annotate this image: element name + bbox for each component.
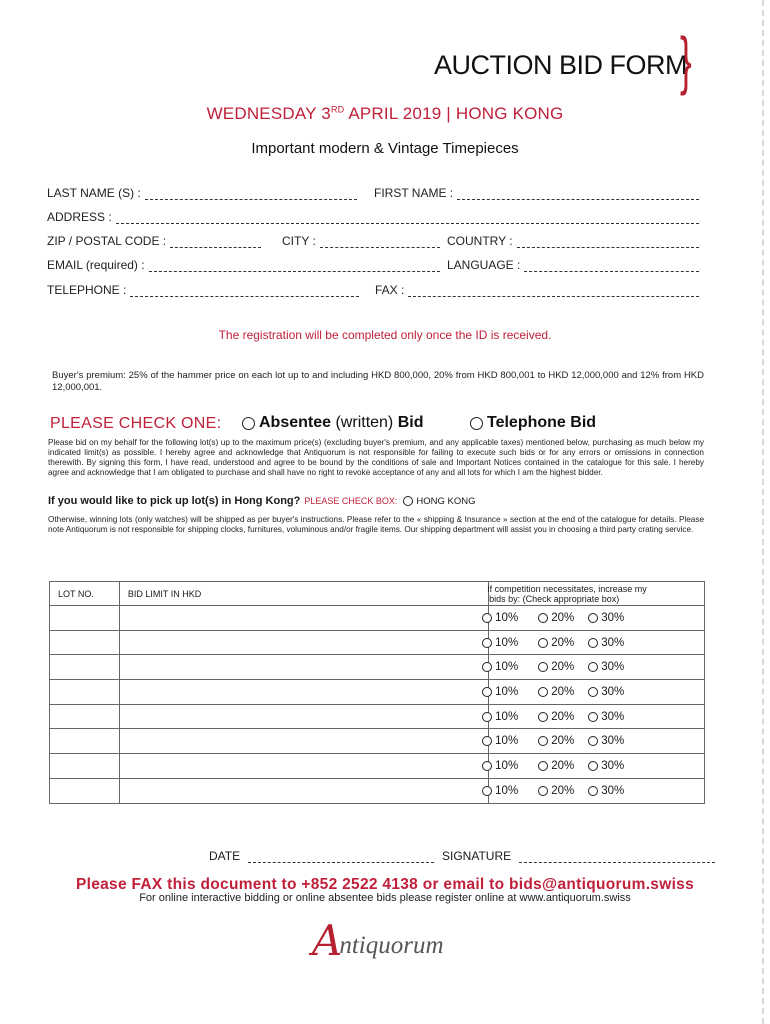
increase-option-30pct[interactable]: 30%	[588, 612, 624, 624]
bid-limit-cell[interactable]	[119, 704, 488, 729]
increase-option-20pct[interactable]: 20%	[538, 711, 574, 723]
absentee-radio[interactable]	[242, 417, 255, 430]
increase-radio[interactable]	[538, 712, 548, 722]
bid-row	[50, 704, 705, 729]
country-label: COUNTRY :	[447, 234, 513, 248]
lot-no-cell[interactable]	[50, 606, 120, 631]
address-label: ADDRESS :	[47, 210, 112, 224]
first-name-label: FIRST NAME :	[374, 186, 454, 200]
increase-options-cell	[489, 606, 705, 631]
bid-row	[50, 655, 705, 680]
increase-radio[interactable]	[588, 662, 598, 672]
fax-email-instruction: Please FAX this document to +852 2522 4138 or email to bids@antiquorum.swiss	[75, 876, 695, 893]
lot-no-cell[interactable]	[50, 729, 120, 754]
antiquorum-logo: A ntiquorum	[312, 916, 444, 965]
address-field[interactable]	[47, 208, 699, 224]
bid-row	[50, 778, 705, 803]
increase-radio[interactable]	[588, 638, 598, 648]
increase-option-10pct[interactable]: 10%	[482, 612, 518, 624]
increase-radio[interactable]	[482, 736, 492, 746]
language-label: LANGUAGE :	[447, 258, 521, 272]
increase-radio[interactable]	[482, 761, 492, 771]
bid-limit-cell[interactable]	[119, 729, 488, 754]
shipping-paragraph: Otherwise, winning lots (only watches) will be shipped as per buyer's instructions. Please refer to the « shipping & Insurance » section at the end of the catalogue for details. Please note Antiquorum is not responsible for shipping clocks, furnitures, voluminous and/or fragile items. Our shipping department will assist you in choosing a third party crating service.	[48, 515, 704, 534]
zip-field[interactable]	[47, 232, 261, 248]
increase-radio[interactable]	[588, 786, 598, 796]
check-box-label: PLEASE CHECK BOX:	[304, 496, 398, 506]
bid-limit-cell[interactable]	[119, 754, 488, 779]
increase-option-10pct[interactable]: 10%	[482, 686, 518, 698]
increase-option-20pct[interactable]: 20%	[538, 735, 574, 747]
email-field[interactable]	[47, 256, 440, 272]
increase-options-cell	[489, 754, 705, 779]
increase-option-10pct[interactable]: 10%	[482, 637, 518, 649]
increase-radio[interactable]	[538, 786, 548, 796]
form-title: AUCTION BID FORM	[434, 50, 687, 80]
bid-row	[50, 729, 705, 754]
lot-no-header: LOT NO.	[50, 582, 120, 606]
buyers-premium-text: Buyer's premium: 25% of the hammer price on each lot up to and including HKD 800,000, 20% from HKD 800,001 to HKD 12,000,000 and 12% from HKD 12,000,001.	[52, 370, 704, 393]
registration-note: The registration will be completed only once the ID is received.	[218, 328, 552, 342]
fax-field[interactable]	[375, 281, 699, 297]
increase-header: If competition necessitates, increase my bids by: (Check appropriate box)	[489, 582, 705, 606]
increase-options-cell	[489, 729, 705, 754]
increase-option-20pct[interactable]: 20%	[538, 661, 574, 673]
increase-option-10pct[interactable]: 10%	[482, 735, 518, 747]
first-name-field[interactable]	[374, 184, 699, 200]
telephone-radio[interactable]	[470, 417, 483, 430]
increase-radio[interactable]	[538, 736, 548, 746]
increase-option-20pct[interactable]: 20%	[538, 637, 574, 649]
bid-limit-cell[interactable]	[119, 680, 488, 705]
date-label: DATE	[209, 849, 241, 863]
increase-option-30pct[interactable]: 30%	[588, 637, 624, 649]
increase-option-20pct[interactable]: 20%	[538, 785, 574, 797]
fax-label: FAX :	[375, 283, 405, 297]
increase-radio[interactable]	[538, 613, 548, 623]
telephone-label: TELEPHONE :	[47, 283, 127, 297]
lot-no-cell[interactable]	[50, 655, 120, 680]
sale-date: WEDNESDAY 3RD APRIL 2019 | HONG KONG	[206, 104, 564, 123]
city-field[interactable]	[282, 232, 440, 248]
telephone-field[interactable]	[47, 281, 359, 297]
bid-limit-cell[interactable]	[119, 778, 488, 803]
increase-radio[interactable]	[538, 662, 548, 672]
country-field[interactable]	[447, 232, 699, 248]
bid-limit-cell[interactable]	[119, 655, 488, 680]
telephone-bid-option[interactable]: Telephone Bid	[470, 414, 596, 432]
increase-option-20pct[interactable]: 20%	[538, 686, 574, 698]
increase-option-30pct[interactable]: 30%	[588, 711, 624, 723]
increase-options-cell	[489, 778, 705, 803]
signature-label: SIGNATURE	[442, 849, 512, 863]
increase-radio[interactable]	[588, 613, 598, 623]
increase-option-30pct[interactable]: 30%	[588, 661, 624, 673]
increase-radio[interactable]	[588, 687, 598, 697]
check-one-label: PLEASE CHECK ONE:	[50, 415, 222, 432]
title-brace-decoration: }	[680, 24, 692, 96]
increase-radio[interactable]	[538, 687, 548, 697]
increase-option-30pct[interactable]: 30%	[588, 760, 624, 772]
bid-row	[50, 606, 705, 631]
bid-row	[50, 754, 705, 779]
bid-terms-paragraph: Please bid on my behalf for the following lot(s) up to the maximum price(s) (excluding buyer's premium, and any applicable taxes) mentioned below, purchasing as much below my indicated limit(s) as possible. I hereby agree and acknowledge that Antiquorum is not responsible for failing to execute such bids or for any errors or omissions in connection therewith. By signing this form, I have read, understood and agree to be bound by the conditions of sale and Important Notices contained in the catalogue for this sale. I hereby agree and acknowledge that I am obligated to purchase and shall have no right to revoke acceptance of any and all lots for which I am the highest bidder.	[48, 438, 704, 477]
lot-no-cell[interactable]	[50, 704, 120, 729]
increase-radio[interactable]	[482, 712, 492, 722]
increase-option-30pct[interactable]: 30%	[588, 686, 624, 698]
increase-radio[interactable]	[588, 761, 598, 771]
bid-table	[49, 581, 705, 804]
lot-no-cell[interactable]	[50, 630, 120, 655]
last-name-field[interactable]	[47, 184, 357, 200]
increase-options-cell	[489, 655, 705, 680]
hong-kong-radio[interactable]	[403, 496, 413, 506]
sale-subtitle: Important modern & Vintage Timepieces	[251, 140, 519, 157]
increase-option-20pct[interactable]: 20%	[538, 760, 574, 772]
language-field[interactable]	[447, 256, 699, 272]
increase-option-30pct[interactable]: 30%	[588, 785, 624, 797]
increase-option-30pct[interactable]: 30%	[588, 735, 624, 747]
increase-option-10pct[interactable]: 10%	[482, 785, 518, 797]
pickup-question: If you would like to pick up lot(s) in Hong Kong? PLEASE CHECK BOX: HONG KONG	[48, 495, 476, 507]
bid-limit-cell[interactable]	[119, 630, 488, 655]
increase-option-10pct[interactable]: 10%	[482, 711, 518, 723]
online-bidding-note: For online interactive bidding or online absentee bids please register online at www.antiquorum.swiss	[139, 892, 631, 904]
increase-radio[interactable]	[482, 786, 492, 796]
increase-options-cell	[489, 630, 705, 655]
date-field[interactable]	[209, 847, 434, 863]
increase-option-20pct[interactable]: 20%	[538, 612, 574, 624]
increase-radio[interactable]	[588, 736, 598, 746]
bid-table-header	[50, 582, 705, 606]
increase-option-10pct[interactable]: 10%	[482, 760, 518, 772]
increase-radio[interactable]	[538, 638, 548, 648]
increase-option-10pct[interactable]: 10%	[482, 661, 518, 673]
increase-radio[interactable]	[482, 613, 492, 623]
bid-limit-header: BID LIMIT IN HKD	[119, 582, 488, 606]
increase-radio[interactable]	[482, 662, 492, 672]
absentee-bid-option[interactable]: Absentee (written) Bid	[242, 414, 423, 432]
increase-options-cell	[489, 680, 705, 705]
signature-field[interactable]	[442, 847, 715, 863]
hong-kong-option[interactable]: HONG KONG	[403, 496, 475, 507]
zip-label: ZIP / POSTAL CODE :	[47, 234, 167, 248]
increase-options-cell	[489, 704, 705, 729]
increase-radio[interactable]	[588, 712, 598, 722]
lot-no-cell[interactable]	[50, 778, 120, 803]
lot-no-cell[interactable]	[50, 754, 120, 779]
lot-no-cell[interactable]	[50, 680, 120, 705]
increase-radio[interactable]	[482, 638, 492, 648]
increase-radio[interactable]	[482, 687, 492, 697]
bid-row	[50, 630, 705, 655]
last-name-label: LAST NAME (S) :	[47, 186, 141, 200]
bid-limit-cell[interactable]	[119, 606, 488, 631]
email-label: EMAIL (required) :	[47, 258, 145, 272]
bid-row	[50, 680, 705, 705]
increase-radio[interactable]	[538, 761, 548, 771]
city-label: CITY :	[282, 234, 316, 248]
